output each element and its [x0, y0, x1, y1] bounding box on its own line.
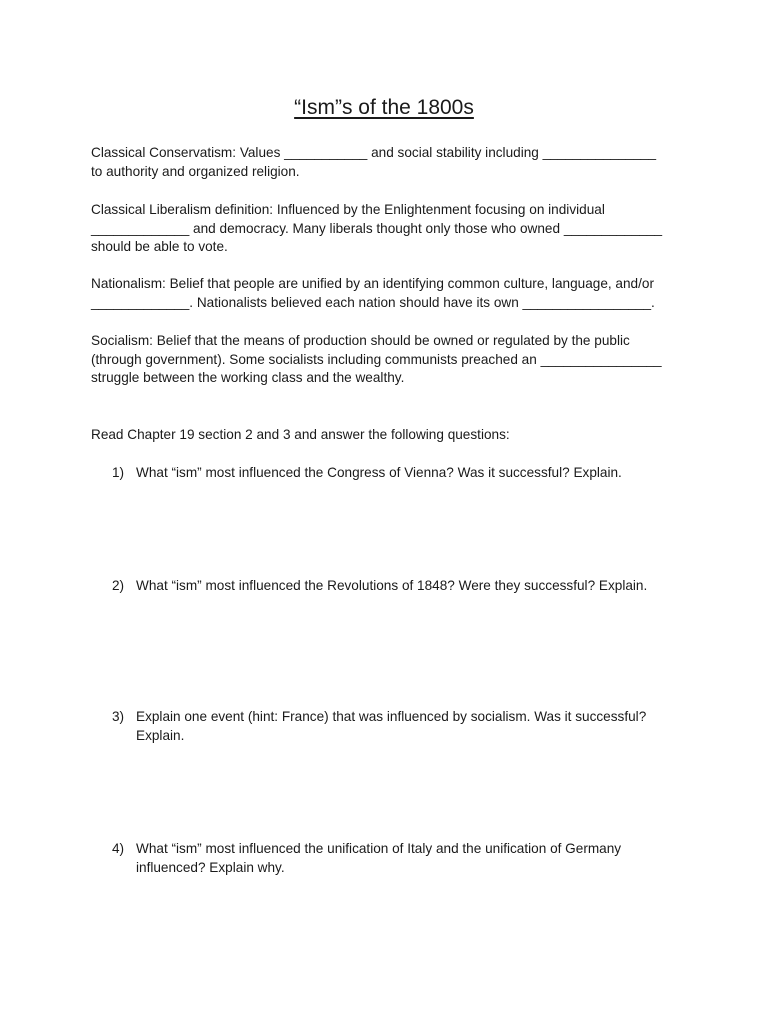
definition-socialism: [91, 332, 691, 388]
text-line: _____________ and democracy. Many liberals thought only those who owned _____________: [91, 220, 663, 236]
text-line: should be able to vote.: [91, 239, 228, 255]
question-number: 2): [112, 578, 125, 593]
worksheet-title: “Ism”s of the 1800s: [294, 96, 474, 119]
text-line: What “ism” most influenced the Revolutions of 1848? Were they successful? Explain.: [136, 578, 648, 593]
text-line: Classical Conservatism: Values ___________ and social stability including _______________: [91, 145, 657, 160]
instructions-text: Read Chapter 19 section 2 and 3 and answer the following questions:: [91, 427, 510, 442]
question-number: 4): [112, 841, 125, 856]
question-number: 1): [112, 465, 125, 480]
question-text: [136, 707, 696, 746]
text-line: Explain.: [136, 728, 185, 744]
text-line: struggle between the working class and the wealthy.: [91, 370, 405, 386]
text-line: _____________. Nationalists believed each nation should have its own _________________.: [91, 294, 655, 310]
text-line: What “ism” most influenced the unification of Italy and the unification of Germany: [136, 841, 622, 856]
definition-liberalism: [91, 201, 691, 257]
text-line: Nationalism: Belief that people are unified by an identifying common culture, language, and/or: [91, 276, 654, 291]
definition-conservatism: [91, 144, 691, 181]
text-line: (through government). Some socialists including communists preached an ________________: [91, 351, 662, 367]
text-line: Explain one event (hint: France) that was influenced by socialism. Was it successful?: [136, 709, 647, 724]
question-text: [136, 463, 696, 482]
question-text: [136, 839, 696, 878]
text-line: to authority and organized religion.: [91, 163, 300, 179]
text-line: Classical Liberalism definition: Influenced by the Enlightenment focusing on individual: [91, 202, 605, 217]
text-line: What “ism” most influenced the Congress of Vienna? Was it successful? Explain.: [136, 465, 622, 480]
question-text: [136, 576, 696, 595]
question-number: 3): [112, 709, 125, 724]
text-line: Socialism: Belief that the means of production should be owned or regulated by the public: [91, 333, 630, 348]
text-line: influenced? Explain why.: [136, 860, 285, 876]
reading-instructions: [91, 426, 691, 445]
definition-nationalism: [91, 275, 691, 312]
